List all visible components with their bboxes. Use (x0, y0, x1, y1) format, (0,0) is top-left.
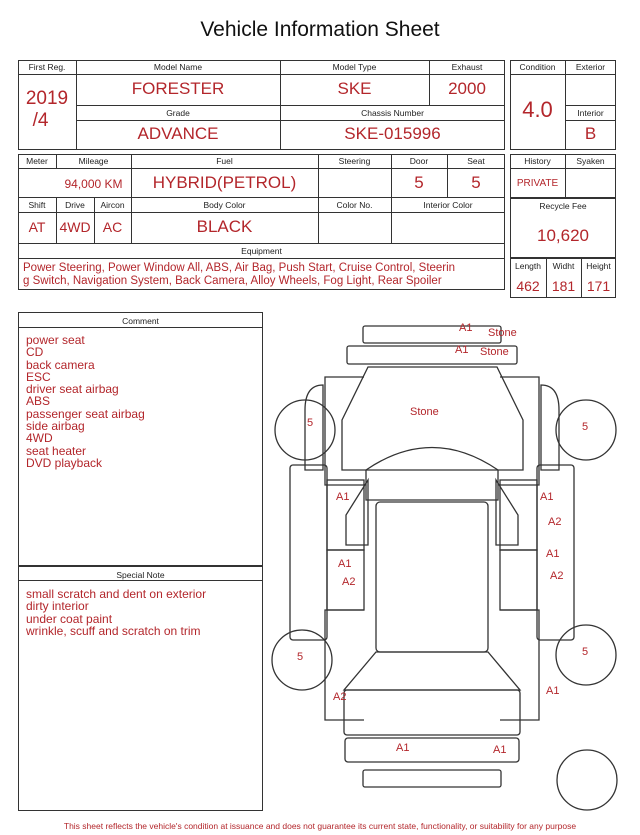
model-type-value: SKE (337, 79, 372, 98)
car-left-front-fender-outline (325, 377, 364, 485)
height-value: 171 (586, 278, 611, 294)
comment-item: ABS (26, 394, 51, 409)
interior-color-label: Interior Color (423, 200, 473, 210)
comment-label: Comment (122, 316, 159, 326)
special-note-item: dirty interior (26, 599, 89, 614)
model-name-value: FORESTER (131, 79, 225, 98)
fuel-label: Fuel (216, 156, 233, 166)
model-type-label: Model Type (332, 62, 377, 72)
car-rear-panel-outline (363, 770, 501, 787)
equipment-line-2: g Switch, Navigation System, Back Camera, Alloy Wheels, Fog Light, Rear Spoiler (23, 275, 442, 287)
comment-item: 4WD (26, 431, 53, 446)
mileage-label: Mileage (78, 156, 109, 166)
shift-label: Shift (28, 200, 46, 210)
car-right-pillar-outline (496, 480, 518, 545)
comment-item: power seat (26, 333, 85, 347)
fuel-value: HYBRID(PETROL) (152, 173, 297, 192)
seat-value: 5 (471, 173, 481, 192)
comment-item: ESC (26, 369, 51, 384)
shift-value: AT (28, 219, 46, 235)
comment-item: back camera (26, 357, 95, 372)
spare-wheel (557, 750, 617, 810)
model-name-label: Model Name (153, 62, 203, 72)
width-value: 181 (551, 278, 576, 294)
footer-disclaimer: This sheet reflects the vehicle's condition at issuance and does not guarantee its current state, functionality, or suitability for any purpose (63, 821, 577, 831)
exterior-label: Exterior (575, 62, 606, 72)
comment-item: driver seat airbag (26, 382, 119, 397)
interior-label: Interior (577, 108, 604, 118)
exhaust-value: 2000 (448, 79, 486, 98)
special-note-item: under coat paint (26, 611, 113, 626)
car-cabin-outline (376, 502, 488, 652)
damage-mark: Stone (410, 406, 439, 418)
equipment-line-1: Power Steering, Power Window All, ABS, Air Bag, Push Start, Cruise Control, Steerin (23, 262, 456, 274)
chassis-number-label: Chassis Number (361, 108, 424, 118)
car-roof-outline (363, 326, 501, 343)
damage-mark: 5 (297, 651, 304, 663)
door-label: Door (409, 156, 429, 166)
meter-label: Meter (26, 156, 48, 166)
grade-label: Grade (166, 108, 190, 118)
exhaust-label: Exhaust (451, 62, 483, 72)
special-note-label: Special Note (116, 570, 165, 580)
aircon-label: Aircon (100, 200, 125, 210)
condition-value: 4.0 (522, 97, 553, 122)
history-label: History (524, 156, 551, 166)
damage-mark: A1 (540, 491, 554, 503)
mileage-value: 94,000 KM (64, 177, 123, 191)
damage-mark: A1 (459, 322, 473, 334)
comment-item: side airbag (26, 419, 85, 434)
recycle-fee-value: 10,620 (537, 226, 589, 245)
car-left-sill-outline (290, 465, 327, 640)
grade-value: ADVANCE (137, 124, 219, 143)
drive-label: Drive (65, 200, 85, 210)
seat-label: Seat (467, 156, 485, 166)
damage-mark: A1 (546, 685, 560, 697)
width-label: Widht (552, 261, 575, 271)
body-color-label: Body Color (203, 200, 246, 210)
recycle-fee-label: Recycle Fee (539, 201, 587, 211)
damage-mark: A1 (455, 344, 469, 356)
damage-mark: A1 (493, 744, 507, 756)
damage-mark: A2 (333, 691, 347, 703)
car-hood-outline (342, 367, 523, 470)
damage-mark: A1 (338, 558, 352, 570)
car-windshield-outline (366, 448, 498, 501)
comment-item: CD (26, 345, 44, 360)
history-value: PRIVATE (516, 178, 559, 189)
special-note-item: wrinkle, scuff and scratch on trim (26, 623, 201, 638)
length-value: 462 (516, 278, 540, 294)
damage-mark: 5 (582, 421, 589, 433)
aircon-value: AC (102, 219, 123, 235)
interior-value: B (584, 124, 597, 143)
color-no-label: Color No. (336, 200, 373, 210)
damage-mark: A2 (548, 516, 562, 528)
damage-mark: 5 (582, 646, 589, 658)
car-right-front-fender-outline (500, 377, 539, 485)
door-value: 5 (414, 173, 424, 192)
chassis-number-value: SKE-015996 (344, 124, 441, 143)
damage-mark: 5 (307, 417, 314, 429)
car-trunk-outline (344, 690, 520, 735)
damage-mark: A2 (342, 576, 356, 588)
condition-label: Condition (519, 62, 556, 72)
steering-label: Steering (338, 156, 371, 166)
page-title: Vehicle Information Sheet (200, 18, 440, 41)
comment-item: passenger seat airbag (26, 406, 145, 421)
first-reg-label: First Reg. (28, 62, 66, 72)
damage-mark: A1 (546, 548, 560, 560)
special-note-item: small scratch and dent on exterior (26, 587, 207, 601)
damage-mark: Stone (480, 346, 509, 358)
comment-item: seat heater (26, 443, 87, 458)
car-right-rear-door-outline (500, 550, 537, 610)
damage-mark: A1 (396, 742, 410, 754)
car-rear-window-outline (344, 652, 520, 690)
damage-mark: Stone (488, 327, 517, 339)
syaken-label: Syaken (576, 156, 605, 166)
comment-item: DVD playback (26, 455, 103, 470)
damage-mark: A2 (550, 570, 564, 582)
drive-value: 4WD (59, 219, 91, 235)
first-reg-month: /4 (32, 110, 49, 131)
body-color-value: BLACK (196, 217, 253, 236)
damage-mark: A1 (336, 491, 350, 503)
first-reg-year: 2019 (25, 88, 69, 109)
length-label: Length (515, 261, 541, 271)
equipment-label: Equipment (241, 246, 282, 256)
car-left-pillar-outline (346, 480, 368, 545)
height-label: Height (586, 261, 611, 271)
